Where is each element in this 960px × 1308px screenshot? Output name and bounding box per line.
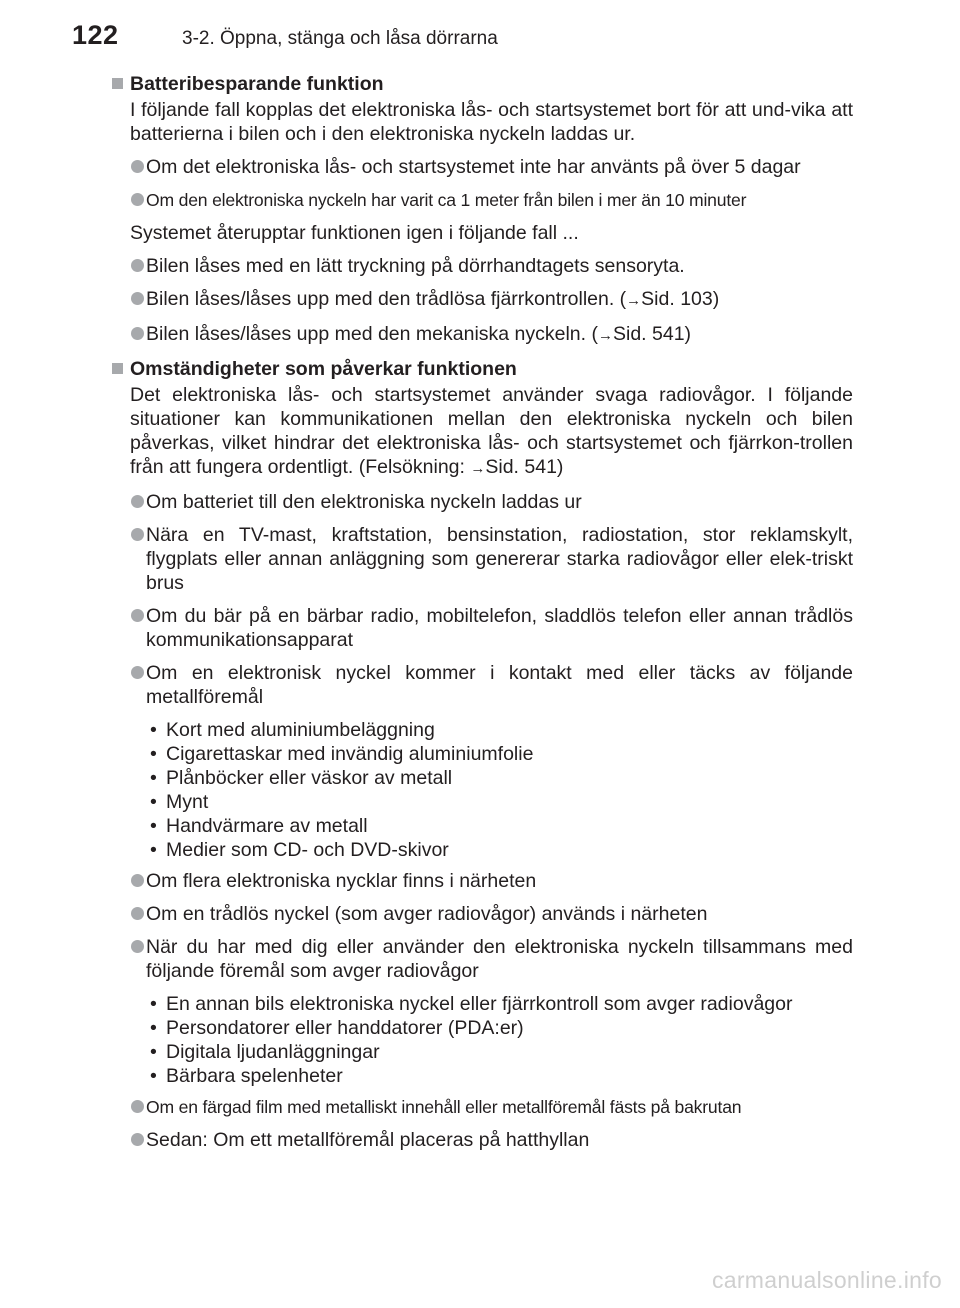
page-reference-link[interactable]: Sid. 103) [641, 288, 720, 310]
arrow-right-icon: → [626, 292, 642, 309]
metal-items-list [110, 718, 853, 862]
small-dot-icon: • [150, 1041, 157, 1063]
list-item: Om en trådlös nyckel (som avger radiovågor) används i närheten [110, 902, 853, 926]
watermark: carmanualsonline.info [711, 1267, 942, 1293]
small-dot-icon: • [150, 993, 157, 1015]
list-item: Om en elektronisk nyckel kommer i kontakt med eller täcks av följande metallföremål [110, 661, 853, 709]
resume-text: Systemet återupptar funktionen igen i följande fall ... [130, 222, 579, 244]
list-item: Om batteriet till den elektroniska nyckeln laddas ur [110, 490, 853, 514]
list-item: Nära en TV-mast, kraftstation, bensinstation, radiostation, stor reklamskylt, flygplats eller annan anläggning som genererar starka radiovågor eller elek-triskt brus [110, 523, 853, 595]
page-reference-link[interactable]: Sid. 541) [485, 456, 564, 478]
page-number: 122 [72, 20, 119, 50]
page-content [110, 72, 853, 1161]
page-reference-link[interactable]: Sid. 541) [613, 323, 692, 345]
small-dot-icon: • [150, 815, 157, 837]
sub-list-item: • Digitala ljudanläggningar [150, 1041, 380, 1063]
arrow-right-icon: → [470, 460, 486, 477]
circle-bullet-icon [131, 259, 144, 272]
circle-bullet-icon [131, 1100, 144, 1113]
sub-list-item: • Handvärmare av metall [150, 815, 368, 837]
small-dot-icon: • [150, 839, 157, 861]
sub-list-item: • Plånböcker eller väskor av metall [150, 767, 453, 789]
sub-list-item: • Cigarettaskar med invändig aluminiumfolie [150, 743, 534, 765]
circle-bullet-icon [131, 193, 144, 206]
small-dot-icon: • [150, 1065, 157, 1087]
battery-saving-intro: I följande fall kopplas det elektroniska lås- och startsystemet bort för att und-vika att batterierna i bilen och i den elektroniska nyckeln laddas ur. [130, 99, 853, 145]
list-item: Om en färgad film med metalliskt innehåll eller metallföremål fästs på bakrutan [110, 1095, 853, 1119]
circle-bullet-icon [131, 160, 144, 173]
list-item: Bilen låses/låses upp med den trådlösa fjärrkontrollen. (→Sid. 103) [110, 287, 853, 313]
circle-bullet-icon [131, 907, 144, 920]
small-dot-icon: • [150, 767, 157, 789]
list-item: Bilen låses med en lätt tryckning på dörrhandtagets sensoryta. [110, 254, 853, 278]
circle-bullet-icon [131, 495, 144, 508]
arrow-right-icon: → [598, 327, 613, 344]
section-title-circumstances: Omständigheter som påverkar funktionen [110, 357, 853, 381]
sub-list-item: • En annan bils elektroniska nyckel eller fjärrkontroll som avger radiovågor [150, 993, 793, 1015]
sub-list-item: • Mynt [150, 791, 209, 813]
small-dot-icon: • [150, 719, 157, 741]
list-item: Om du bär på en bärbar radio, mobiltelefon, sladdlös telefon eller annan trådlös kommunikationsapparat [110, 604, 853, 652]
circle-bullet-icon [131, 292, 144, 305]
square-bullet-icon [112, 363, 123, 374]
list-item: När du har med dig eller använder den elektroniska nyckeln tillsammans med följande föremål som avger radiovågor [110, 935, 853, 983]
circle-bullet-icon [131, 1133, 144, 1146]
chapter-title: 3-2. Öppna, stänga och låsa dörrarna [182, 28, 498, 49]
circle-bullet-icon [131, 940, 144, 953]
circle-bullet-icon [131, 874, 144, 887]
small-dot-icon: • [150, 743, 157, 765]
list-item: Om den elektroniska nyckeln har varit ca 1 meter från bilen i mer än 10 minuter [110, 188, 853, 212]
circle-bullet-icon [131, 609, 144, 622]
sub-list-item: • Bärbara spelenheter [150, 1065, 343, 1087]
section-title-battery-saving: Batteribesparande funktion [110, 72, 853, 96]
circumstances-intro: Det elektroniska lås- och startsystemet använder svaga radiovågor. I följande situationer kan kommunikationen mellan den elektroniska nyckeln och bilen påverkas, vilket hindrar det elektroniska lås- och startsystemet och fjärrkon-trollen från att fungera ordentligt. (Felsökning: →Sid. 541) [130, 384, 853, 478]
circle-bullet-icon [131, 327, 144, 340]
square-bullet-icon [112, 78, 123, 89]
sub-list-item: • Persondatorer eller handdatorer (PDA:er) [150, 1017, 524, 1039]
page-header [72, 20, 892, 60]
list-item: Om det elektroniska lås- och startsystemet inte har använts på över 5 dagar [110, 155, 853, 179]
list-item: Om flera elektroniska nycklar finns i närheten [110, 869, 853, 893]
small-dot-icon: • [150, 1017, 157, 1039]
circle-bullet-icon [131, 666, 144, 679]
radio-items-list [110, 992, 853, 1088]
small-dot-icon: • [150, 791, 157, 813]
list-item: Bilen låses/låses upp med den mekaniska nyckeln. (→Sid. 541) [110, 322, 853, 348]
sub-list-item: • Medier som CD- och DVD-skivor [150, 839, 449, 861]
circle-bullet-icon [131, 528, 144, 541]
list-item: Sedan: Om ett metallföremål placeras på hatthyllan [110, 1128, 853, 1152]
sub-list-item: • Kort med aluminiumbeläggning [150, 719, 435, 741]
